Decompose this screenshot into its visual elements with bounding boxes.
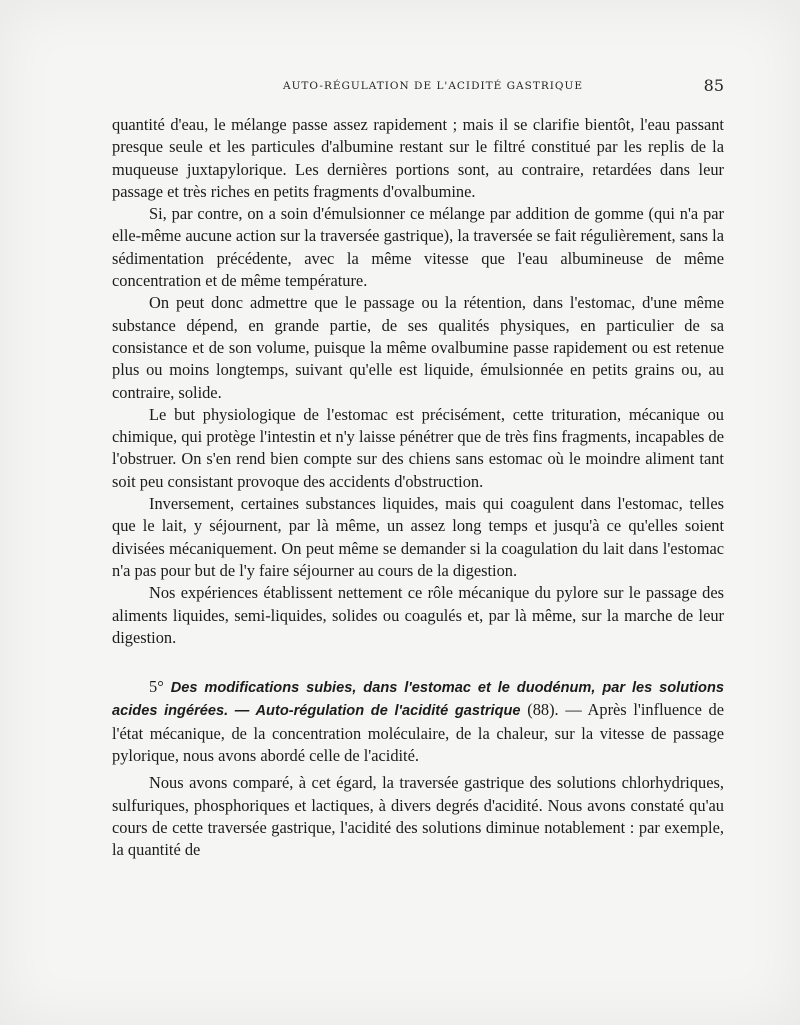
running-title: AUTO-RÉGULATION DE L'ACIDITÉ GASTRIQUE — [282, 80, 583, 92]
body-text — [112, 114, 724, 862]
section-spacer — [112, 649, 724, 676]
section-paragraph — [112, 676, 724, 767]
section-text: Après l'influence de l'état mécanique, de la concentration moléculaire, de la chaleur, sur la vitesse de passage pylorique, nous avons abordé celle de l'acidité. — [112, 700, 725, 766]
section-reference: (88). — — [520, 700, 588, 720]
paragraph-final: Nous avons comparé, à cet égard, la traversée gastrique des solutions chlorhydriques, sulfuriques, phosphoriques et lactiques, à divers degrés d'acidité. Nous avons constaté qu'au cours de cette traversée gastrique, l'acidité des solutions diminue notablement : par exemple, la quantité de — [112, 773, 724, 860]
paragraph: Si, par contre, on a soin d'émulsionner ce mélange par addition de gomme (qui n'a par elle-même aucune action sur la traversée gastrique), la traversée se fait régulièrement, sans la sédimentation précédente, avec la même vitesse que l'eau albumineuse de même concentration et de même température. — [112, 204, 724, 291]
paragraph: Inversement, certaines substances liquides, mais qui coagulent dans l'estomac, telles que le lait, y séjournent, par là même, un assez long temps et jusqu'à ce qu'elles soient divisées mécaniquement. On peut même se demander si la coagulation du lait dans l'estomac n'a pas pour but de l'y faire séjourner au cours de la digestion. — [112, 494, 724, 580]
paragraph: On peut donc admettre que le passage ou la rétention, dans l'estomac, d'une même substance dépend, en grande partie, de ses qualités physiques, en particulier de sa consistance et de son volume, puisque la même ovalbumine passe rapidement ou est retenue plus ou moins longtemps, suivant qu'elle est liquide, émulsionnée en petits grains ou, au contraire, solide. — [112, 293, 724, 402]
section-title: Des modifications subies, dans l'estomac et le duodénum, par les solutions acides ingérées. — Auto-régulation de l'acidité gastrique — [112, 680, 724, 720]
paragraph: Nos expériences établissent nettement ce rôle mécanique du pylore sur le passage des aliments liquides, semi-liquides, solides ou coagulés et, par là même, sur la marche de leur digestion. — [112, 583, 724, 647]
paragraph-continued: quantité d'eau, le mélange passe assez rapidement ; mais il se clarifie bientôt, l'eau passant presque seule et les particules d'albumine restant sur le filtré constitué par les replis de la muqueuse juxtapylorique. Les dernières portions sont, au contraire, retardées dans leur passage et très riches en petits fragments d'ovalbumine. — [112, 115, 724, 201]
section-number: 5° — [149, 677, 164, 697]
paragraph: Le but physiologique de l'estomac est précisément, cette trituration, mécanique ou chimique, qui protège l'intestin et n'y laisse pénétrer que de très fins fragments, incapables de l'obstruer. On s'en rend bien compte sur des chiens sans estomac où le moindre aliment tant soit peu consistant provoque des accidents d'obstruction. — [112, 404, 724, 491]
page-number: 85 — [703, 76, 724, 95]
page-header — [112, 76, 724, 98]
